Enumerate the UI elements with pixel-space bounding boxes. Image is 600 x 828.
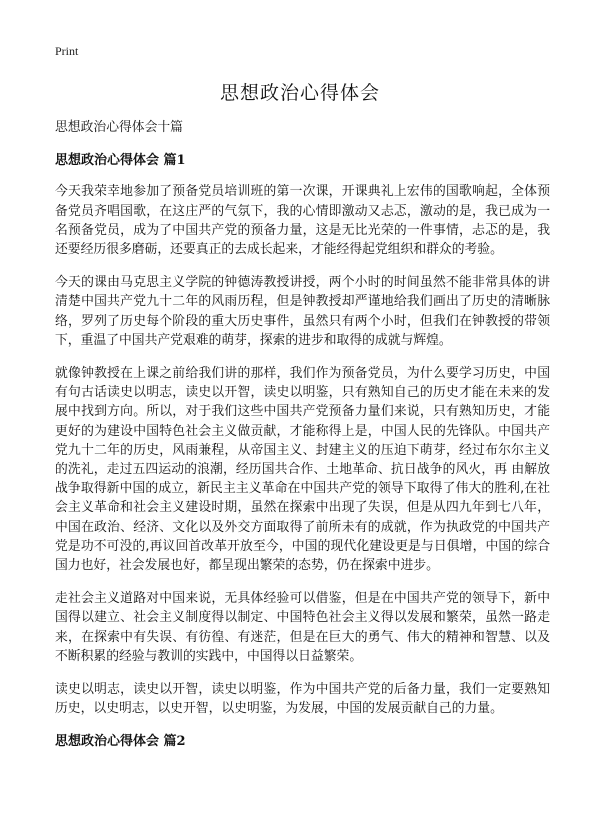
paragraph-2: 今天的课由马克思主义学院的钟德涛教授讲授，两个小时的时间虽然不能非常具体的讲清楚中国共产党九十二年的风雨历程，但是钟教授却严谨地给我们画出了历史的清晰脉络，罗列了历史每个阶段的重大历史事件，虽然只有两个小时，但我们在钟教授的带领下，重温了中国共产党艰难的萌芽，探索的进步和取得的成就与辉煌。 [55,275,550,348]
section-heading-1: 思想政治心得体会 篇1 [55,153,186,169]
paragraph-1: 今天我荣幸地参加了预备党员培训班的第一次课，开课典礼上宏伟的国歌响起，全体预备党员齐唱国歌，在这庄严的气氛下，我的心情即激动又忐忑，激动的是，我已成为一名预备党员，成为了中国共产党的预备力量，这是无比光荣的一件事情，忐忑的是，我还要经历很多磨砺，还要真正的去成长起来，才能经得起党组织和群众的考验。 [55,184,550,258]
section-heading-2: 思想政治心得体会 篇2 [55,734,186,750]
document-title: 思想政治心得体会 [219,82,380,104]
print-link[interactable]: Print [55,44,79,58]
paragraph-4: 走社会主义道路对中国来说，无具体经验可以借鉴，但是在中国共产党的领导下，新中国得以建立、社会主义制度得以制定、中国特色社会主义得以发展和繁荣，虽然一路走来，在探索中有失误、有彷徨、有迷茫，但是在巨大的勇气、伟大的精神和智慧、以及不断积累的经验与教训的实践中，中国得以日益繁荣。 [55,591,550,664]
paragraph-5: 读史以明志，读史以开智，读史以明鉴，作为中国共产党的后备力量，我们一定要熟知历史，以史明志，以史开智，以史明鉴，为发展，中国的发展贡献自己的力量。 [55,682,550,717]
document-body [55,118,550,764]
paragraph-3: 就像钟教授在上课之前给我们讲的那样，我们作为预备党员，为什么要学习历史，中国有句古话读史以明志，读史以开智，读史以明鉴，只有熟知自己的历史才能在未来的发展中找到方向。所以，对于我们这些中国共产党预备力量们来说，只有熟知历史，才能更好的为建设中国特色社会主义做贡献，才能称得上是，中国人民的先锋队。中国共产党九十二年的历史，风雨兼程，从帝国主义、封建主义的压迫下萌芽，经过布尔尔主义的洗礼，走过五四运动的浪潮，经历国共合作、土地革命、抗日战争的风火，再 由解放战争取得新中国的成立，新民主主义革命在中国共产党的领导下取得了伟大的胜利,在社会主义革命和社会主义建设时期，虽然在探索中出现了失误，但是从四九年到七八年，中国在政治、经济、文化以及外交方面取得了前所未有的成就，作为执政党的中国共产党是功不可没的,再议回首改革开放至今，中国的现代化建设更是与日俱增，中国的综合国力也好，社会发展也好，都呈现出繁荣的态势，仍在探索中进步。 [55,366,550,574]
document-subtitle: 思想政治心得体会十篇 [55,120,183,135]
